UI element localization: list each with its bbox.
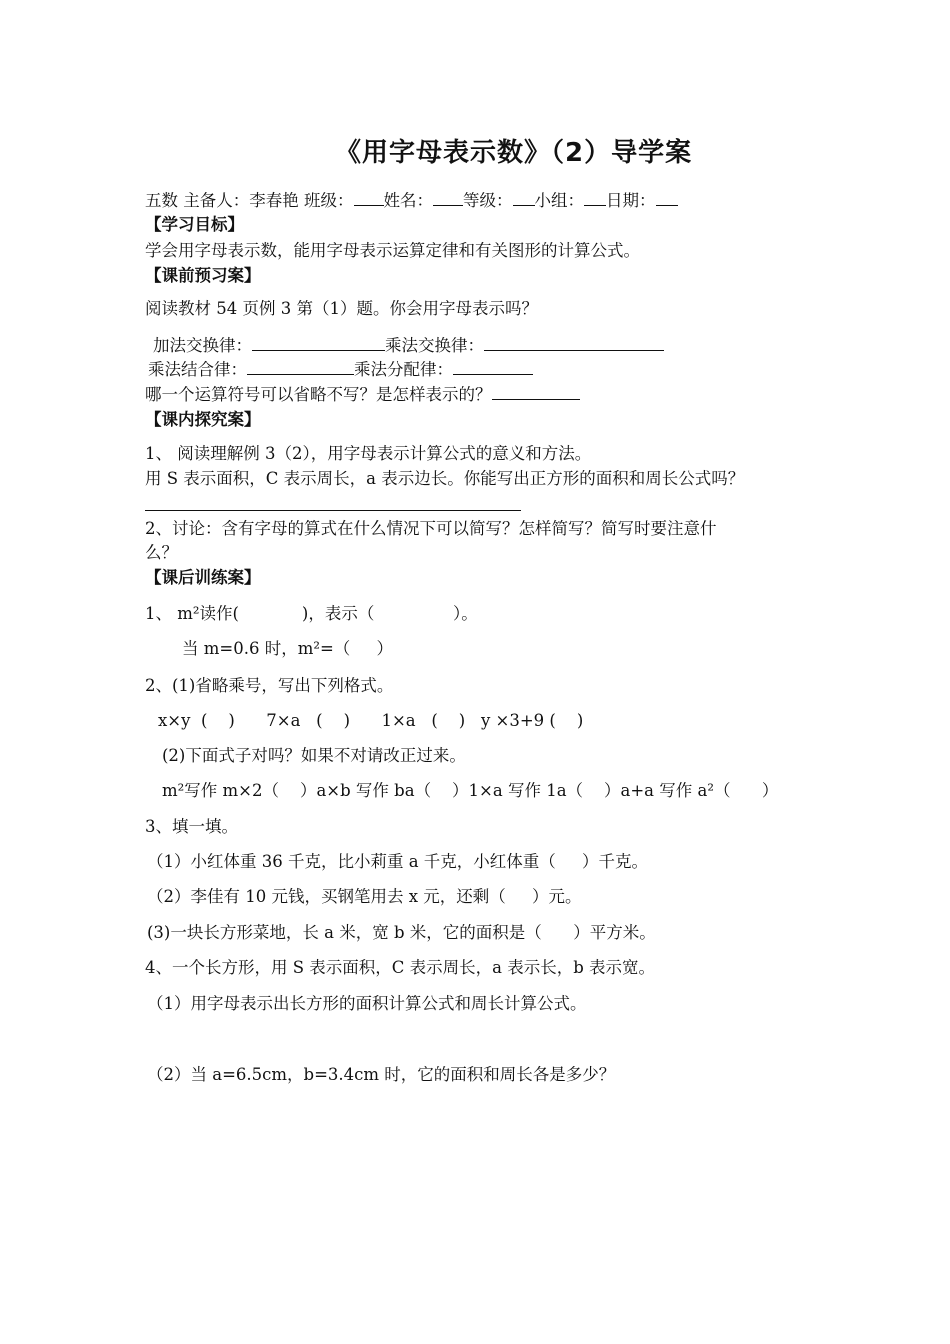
mul-dist-label: 乘法分配律： [354, 360, 453, 379]
practice-1: 1、 m²读作( )，表示（ ）。 [145, 604, 478, 623]
practice-2: 2、(1)省略乘号，写出下列格式。 [145, 676, 394, 695]
group-label: 小组： [534, 191, 584, 210]
page-title: 《用字母表示数》（2）导学案 [335, 138, 693, 168]
practice-2-items2: m²写作 m×2（ ）a×b 写作 ba（ ）1×a 写作 1a（ ）a+a 写作 a²（ ） [162, 781, 779, 800]
explore-question-1b: 用 S 表示面积，C 表示周长，a 表示边长。你能写出正方形的面积和周长公式吗？ [145, 469, 745, 488]
practice-3-3: (3)一块长方形菜地，长 a 米，宽 b 米，它的面积是（ ）平方米。 [147, 923, 656, 942]
level-blank[interactable] [513, 190, 535, 206]
assoc-dist-row [148, 359, 533, 381]
practice-3: 3、填一填。 [145, 817, 238, 836]
commutative-laws-row [153, 335, 664, 357]
mul-assoc-blank[interactable] [247, 359, 354, 375]
answer-line[interactable] [145, 510, 521, 511]
mul-assoc-label: 乘法结合律： [148, 360, 247, 379]
date-blank[interactable] [656, 190, 678, 206]
practice-2-items: x×y ( ) 7×a ( ) 1×a ( ) y ×3+9 ( ) [158, 711, 584, 730]
omit-question-text: 哪一个运算符号可以省略不写？是怎样表示的？ [145, 385, 492, 404]
practice-4: 4、一个长方形，用 S 表示面积，C 表示周长，a 表示长，b 表示宽。 [145, 958, 656, 977]
level-label: 等级： [463, 191, 513, 210]
explore-heading: 【课内探究案】 [145, 410, 261, 429]
class-blank[interactable] [354, 190, 384, 206]
mul-dist-blank[interactable] [453, 359, 533, 375]
preview-intro: 阅读教材 54 页例 3 第（1）题。你会用字母表示吗？ [145, 299, 538, 318]
explore-question-2a: 2、讨论：含有字母的算式在什么情况下可以简写？怎样简写？简写时要注意什 [145, 519, 717, 538]
preparer-label: 主备人： [183, 191, 250, 210]
preview-heading: 【课前预习案】 [145, 266, 261, 285]
practice-4-2: （2）当 a=6.5cm，b=3.4cm 时，它的面积和周长各是多少？ [147, 1065, 616, 1084]
name-label: 姓名： [383, 191, 433, 210]
header-info-row [145, 190, 678, 212]
objectives-text: 学会用字母表示数，能用字母表示运算定律和有关图形的计算公式。 [145, 241, 640, 260]
omit-question-blank[interactable] [492, 384, 580, 400]
add-comm-blank[interactable] [252, 335, 385, 351]
name-blank[interactable] [433, 190, 463, 206]
practice-3-2: （2）李佳有 10 元钱，买钢笔用去 x 元，还剩（ ）元。 [147, 887, 582, 906]
date-label: 日期： [606, 191, 656, 210]
class-label: 班级： [304, 191, 354, 210]
explore-question-2b: 么？ [145, 543, 178, 562]
group-blank[interactable] [584, 190, 606, 206]
mul-comm-blank[interactable] [484, 335, 664, 351]
practice-2-sub2: (2)下面式子对吗？如果不对请改正过来。 [162, 746, 466, 765]
practice-4-1: （1）用字母表示出长方形的面积计算公式和周长计算公式。 [147, 994, 587, 1013]
add-comm-label: 加法交换律： [153, 336, 252, 355]
grade-text: 五数 [145, 191, 178, 210]
practice-3-1: （1）小红体重 36 千克，比小莉重 a 千克，小红体重（ ）千克。 [147, 852, 649, 871]
practice-heading: 【课后训练案】 [145, 568, 261, 587]
preparer-name: 李春艳 [249, 191, 299, 210]
omit-question-row [145, 384, 580, 406]
practice-1b: 当 m=0.6 时，m²=（ ） [182, 639, 394, 658]
objectives-heading: 【学习目标】 [145, 215, 244, 234]
explore-question-1: 1、 阅读理解例 3（2），用字母表示计算公式的意义和方法。 [145, 444, 592, 463]
mul-comm-label: 乘法交换律： [385, 336, 484, 355]
